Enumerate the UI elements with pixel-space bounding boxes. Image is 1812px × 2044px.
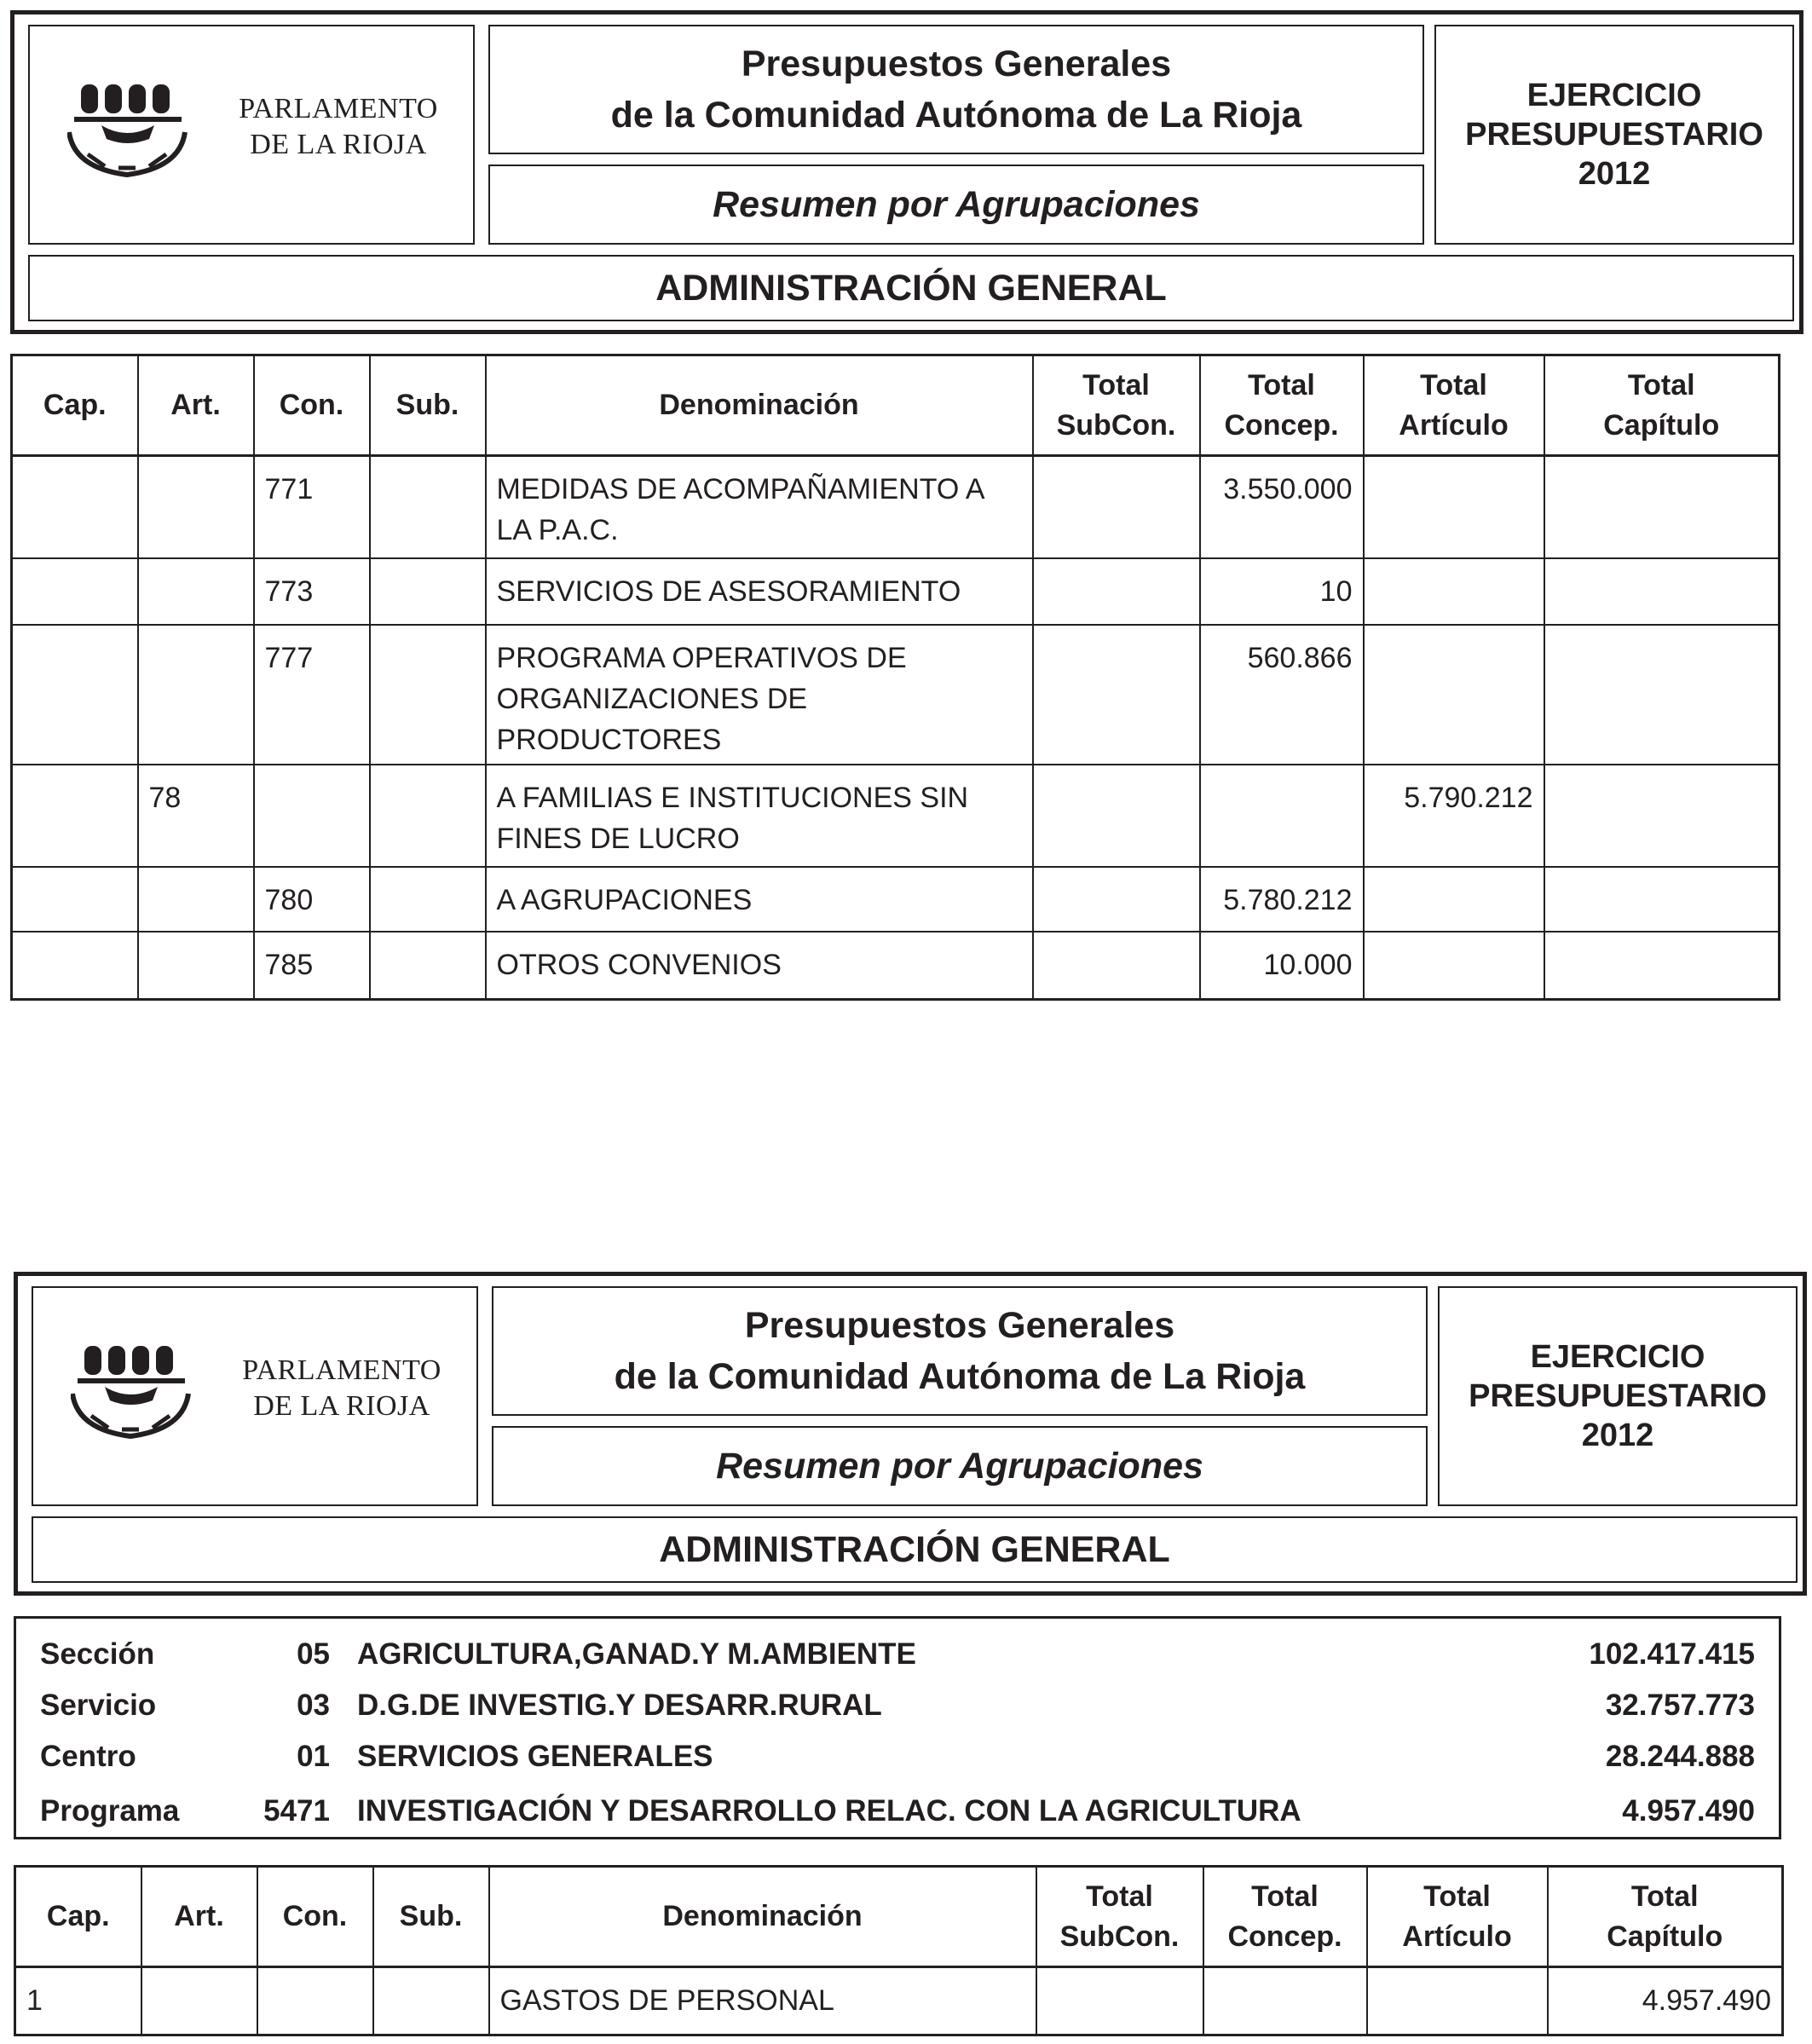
cell-sub <box>370 932 486 1000</box>
section-info-panel <box>14 1616 1781 1839</box>
cell-total-capitulo: 4.957.490 <box>1548 1967 1783 2035</box>
cell-sub <box>370 625 486 765</box>
cell-sub <box>370 558 486 625</box>
title-line2: de la Comunidad Autónoma de La Rioja <box>610 95 1302 136</box>
col-total-capitulo: Total Capítulo <box>1548 1867 1783 1967</box>
section-info-row <box>16 1682 1779 1733</box>
section-title: ADMINISTRACIÓN GENERAL <box>655 267 1167 309</box>
col-cap: Cap. <box>15 1867 141 1967</box>
section-label: Programa <box>40 1794 180 1827</box>
logo-text-line2: DE LA RIOJA <box>250 129 427 160</box>
title-line1: Presupuestos Generales <box>741 43 1172 84</box>
ejercicio-line2: PRESUPUESTARIO <box>1465 117 1763 153</box>
cell-art: 78 <box>138 765 254 867</box>
ejercicio-line2: PRESUPUESTARIO <box>1469 1378 1767 1414</box>
table-row <box>15 1967 1783 2035</box>
budget-header-1 <box>10 10 1803 334</box>
cell-cap: 1 <box>15 1967 141 2035</box>
cell-art <box>138 932 254 1000</box>
cell-denominacion: MEDIDAS DE ACOMPAÑAMIENTO A LA P.A.C. <box>486 456 1033 558</box>
cell-sub <box>370 867 486 932</box>
cell-con <box>257 1967 373 2035</box>
col-con: Con. <box>257 1867 373 1967</box>
section-code: 03 <box>297 1689 330 1722</box>
parliament-emblem-icon <box>67 72 204 183</box>
title-panel <box>492 1286 1428 1416</box>
title-line1: Presupuestos Generales <box>744 1305 1175 1346</box>
cell-total-concep: 560.866 <box>1200 625 1364 765</box>
cell-con: 771 <box>254 456 370 558</box>
col-art: Art. <box>138 355 254 456</box>
cell-total-concep: 10 <box>1200 558 1364 625</box>
col-sub: Sub. <box>373 1867 489 1967</box>
section-total: 4.957.490 <box>1622 1794 1755 1827</box>
section-label: Centro <box>40 1740 136 1773</box>
title-line2: de la Comunidad Autónoma de La Rioja <box>614 1356 1306 1397</box>
cell-art <box>138 558 254 625</box>
col-total-articulo: Total Artículo <box>1367 1867 1548 1967</box>
col-total-capitulo: Total Capítulo <box>1544 355 1780 456</box>
col-total-concep: Total Concep. <box>1200 355 1364 456</box>
budget-table-1 <box>10 354 1780 1001</box>
cell-total-subcon <box>1033 867 1200 932</box>
section-title-panel <box>28 255 1794 321</box>
col-total-subcon: Total SubCon. <box>1036 1867 1203 1967</box>
section-label: Sección <box>40 1637 155 1671</box>
col-art: Art. <box>141 1867 257 1967</box>
logo-text-line1: PARLAMENTO <box>239 93 438 124</box>
cell-cap <box>12 867 138 932</box>
cell-con <box>254 765 370 867</box>
cell-total-articulo <box>1367 1967 1548 2035</box>
cell-denominacion: SERVICIOS DE ASESORAMIENTO <box>486 558 1033 625</box>
cell-total-subcon <box>1033 932 1200 1000</box>
col-con: Con. <box>254 355 370 456</box>
col-denominacion: Denominación <box>486 355 1033 456</box>
ejercicio-panel <box>1434 25 1794 245</box>
cell-cap <box>12 625 138 765</box>
cell-denominacion: PROGRAMA OPERATIVOS DE ORGANIZACIONES DE PRODUCTORES <box>486 625 1033 765</box>
subtitle: Resumen por Agrupaciones <box>716 1445 1203 1487</box>
section-info-row <box>16 1631 1779 1682</box>
ejercicio-line1: EJERCICIO <box>1526 78 1702 113</box>
cell-denominacion: A AGRUPACIONES <box>486 867 1033 932</box>
budget-table-2 <box>14 1865 1784 2036</box>
col-total-subcon: Total SubCon. <box>1033 355 1200 456</box>
cell-total-subcon <box>1033 765 1200 867</box>
cell-total-articulo <box>1364 625 1544 765</box>
cell-total-articulo <box>1364 558 1544 625</box>
title-panel <box>488 25 1424 154</box>
cell-total-capitulo <box>1544 932 1780 1000</box>
cell-cap <box>12 765 138 867</box>
cell-cap <box>12 932 138 1000</box>
parliament-emblem-icon <box>71 1334 207 1445</box>
table-row <box>12 558 1780 625</box>
section-name: AGRICULTURA,GANAD.Y M.AMBIENTE <box>357 1637 916 1671</box>
cell-total-subcon <box>1033 558 1200 625</box>
cell-art <box>141 1967 257 2035</box>
cell-denominacion: GASTOS DE PERSONAL <box>489 1967 1036 2035</box>
cell-cap <box>12 558 138 625</box>
cell-art <box>138 867 254 932</box>
cell-total-capitulo <box>1544 867 1780 932</box>
cell-total-articulo <box>1364 932 1544 1000</box>
cell-con: 780 <box>254 867 370 932</box>
cell-total-capitulo <box>1544 456 1780 558</box>
cell-total-capitulo <box>1544 558 1780 625</box>
subtitle-panel <box>488 165 1424 245</box>
section-total: 102.417.415 <box>1589 1637 1755 1671</box>
cell-total-concep: 3.550.000 <box>1200 456 1364 558</box>
col-total-articulo: Total Artículo <box>1364 355 1544 456</box>
section-code: 01 <box>297 1740 330 1773</box>
section-name: SERVICIOS GENERALES <box>357 1740 713 1773</box>
budget-header-2 <box>14 1272 1807 1596</box>
logo-text-line2: DE LA RIOJA <box>253 1390 430 1422</box>
section-code: 5471 <box>263 1794 330 1827</box>
subtitle-panel <box>492 1426 1428 1506</box>
section-name: D.G.DE INVESTIG.Y DESARR.RURAL <box>357 1689 882 1722</box>
table-row <box>12 625 1780 765</box>
col-denominacion: Denominación <box>489 1867 1036 1967</box>
cell-total-concep <box>1203 1967 1367 2035</box>
section-name: INVESTIGACIÓN Y DESARROLLO RELAC. CON LA AGRICULTURA <box>357 1794 1301 1827</box>
section-label: Servicio <box>40 1689 157 1722</box>
cell-con: 785 <box>254 932 370 1000</box>
cell-total-capitulo <box>1544 765 1780 867</box>
cell-sub <box>370 456 486 558</box>
cell-sub <box>370 765 486 867</box>
section-title: ADMINISTRACIÓN GENERAL <box>659 1528 1170 1570</box>
ejercicio-year: 2012 <box>1578 156 1651 192</box>
cell-total-articulo <box>1364 456 1544 558</box>
cell-total-subcon <box>1033 625 1200 765</box>
cell-denominacion: A FAMILIAS E INSTITUCIONES SIN FINES DE LUCRO <box>486 765 1033 867</box>
cell-con: 777 <box>254 625 370 765</box>
col-sub: Sub. <box>370 355 486 456</box>
table-header-row <box>12 355 1780 456</box>
cell-total-articulo: 5.790.212 <box>1364 765 1544 867</box>
table-row <box>12 765 1780 867</box>
subtitle: Resumen por Agrupaciones <box>713 183 1200 225</box>
table-header-row <box>15 1867 1783 1967</box>
col-cap: Cap. <box>12 355 138 456</box>
cell-denominacion: OTROS CONVENIOS <box>486 932 1033 1000</box>
cell-sub <box>373 1967 489 2035</box>
ejercicio-panel <box>1438 1286 1798 1506</box>
cell-total-subcon <box>1036 1967 1203 2035</box>
cell-total-subcon <box>1033 456 1200 558</box>
cell-con: 773 <box>254 558 370 625</box>
section-title-panel <box>32 1516 1798 1583</box>
cell-total-articulo <box>1364 867 1544 932</box>
section-total: 28.244.888 <box>1605 1740 1755 1773</box>
cell-total-capitulo <box>1544 625 1780 765</box>
cell-total-concep <box>1200 765 1364 867</box>
col-total-concep: Total Concep. <box>1203 1867 1367 1967</box>
table-row <box>12 456 1780 558</box>
ejercicio-year: 2012 <box>1581 1418 1654 1453</box>
cell-total-concep: 5.780.212 <box>1200 867 1364 932</box>
logo-text-line1: PARLAMENTO <box>242 1354 441 1386</box>
logo-panel <box>28 25 475 245</box>
section-info-row <box>16 1787 1779 1839</box>
table-row <box>12 867 1780 932</box>
cell-art <box>138 625 254 765</box>
ejercicio-line1: EJERCICIO <box>1530 1339 1705 1375</box>
section-total: 32.757.773 <box>1605 1689 1755 1722</box>
cell-total-concep: 10.000 <box>1200 932 1364 1000</box>
section-info-row <box>16 1733 1779 1784</box>
section-code: 05 <box>297 1637 330 1671</box>
cell-cap <box>12 456 138 558</box>
table-row <box>12 932 1780 1000</box>
cell-art <box>138 456 254 558</box>
logo-panel <box>32 1286 478 1506</box>
